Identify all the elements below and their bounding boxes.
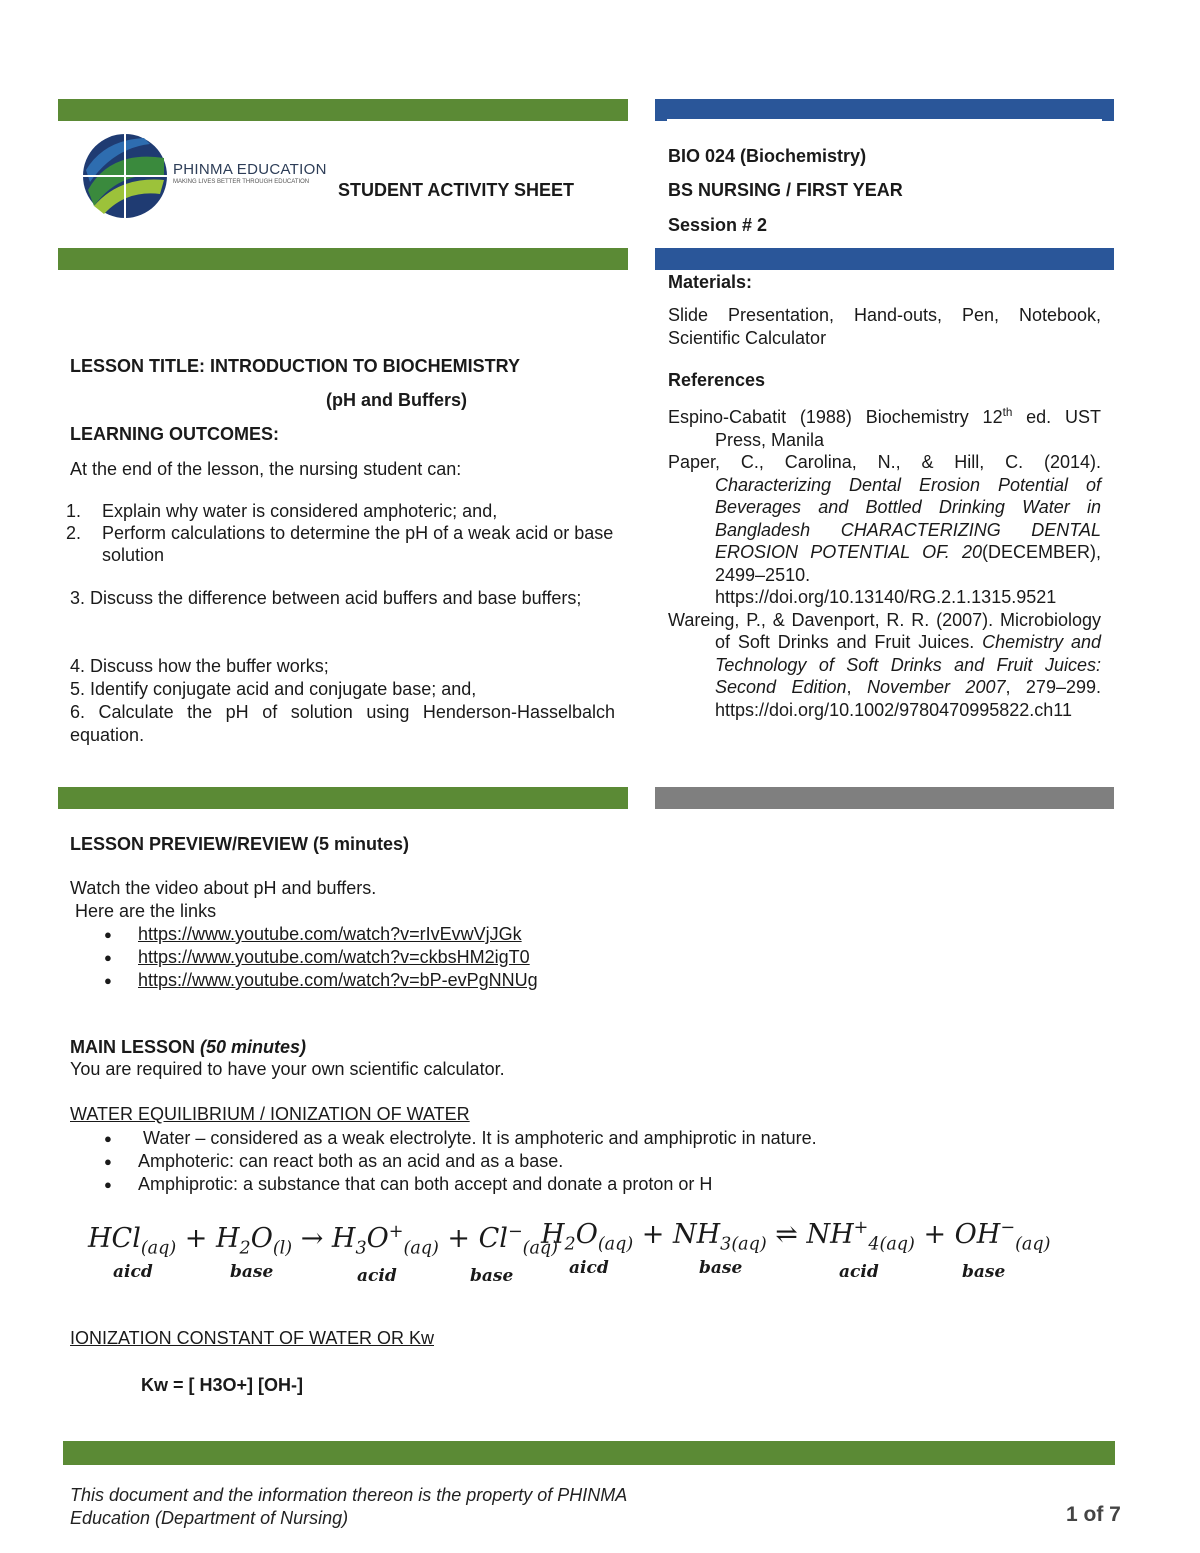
- water-bullet-1-text: Water – considered as a weak electrolyte. It is amphoteric and amphiprotic in nature.: [138, 1128, 817, 1148]
- section-bar-right: [655, 248, 1114, 270]
- lesson-title: LESSON TITLE: INTRODUCTION TO BIOCHEMISTRY: [70, 356, 520, 376]
- reference-3-date: November 2007: [866, 677, 1006, 697]
- equation-water-ammonia: $H_2O_{(aq)} + NH_{3(aq)}$ ⇌ $NH^+_{4(aq)} + OH^-_{(aq)}$: [541, 1218, 1051, 1255]
- water-bullets: [66, 1127, 1066, 1196]
- main-lesson-heading: [70, 1037, 306, 1058]
- materials-heading: Materials:: [668, 272, 753, 292]
- eq-label-7: acid: [839, 1262, 879, 1282]
- video-link-3[interactable]: https://www.youtube.com/watch?v=bP-evPgNNUg: [138, 970, 538, 990]
- logo-emblem-icon: [80, 130, 170, 222]
- lesson-subtitle: (pH and Buffers): [326, 390, 467, 410]
- header-bar-right-inner: [667, 119, 1102, 122]
- outcome-1-text: Explain why water is considered amphoteric; and,: [102, 501, 498, 521]
- video-link-2[interactable]: https://www.youtube.com/watch?v=ckbsHM2igT0: [138, 947, 530, 967]
- eq-label-2: base: [230, 1262, 274, 1282]
- references-heading: References: [668, 370, 766, 390]
- header-bar-left: [58, 99, 628, 121]
- divider-bar-left: [58, 787, 628, 809]
- right-column: [668, 271, 1101, 721]
- reference-3-author: Wareing, P., & Davenport, R. R. (2007). Microbiology of Soft Drinks and Fruit Juices.: [668, 609, 1101, 652]
- eq-label-4: base: [470, 1266, 514, 1286]
- page-number: 1 of 7: [1066, 1503, 1121, 1526]
- reference-3: [668, 609, 1101, 722]
- water-bullet-2: [66, 1150, 1066, 1173]
- video-link-1[interactable]: https://www.youtube.com/watch?v=rIvEvwVjJGk: [138, 924, 522, 944]
- water-bullet-2-text: Amphoteric: can react both as an acid and as a base.: [138, 1151, 564, 1171]
- eq-label-1: aicd: [113, 1262, 153, 1282]
- water-equilibrium-heading: WATER EQUILIBRIUM / IONIZATION OF WATER: [70, 1104, 470, 1124]
- kw-formula-text: Kw = [ H3O+] [OH-]: [141, 1375, 304, 1395]
- eq-label-8: base: [962, 1262, 1006, 1282]
- outcome-2-text: Perform calculations to determine the pH of a weak acid or base solution: [102, 523, 614, 565]
- preview-line-2: Here are the links: [70, 901, 217, 921]
- video-link-item: [66, 946, 666, 969]
- main-lesson-title: MAIN LESSON: [70, 1037, 201, 1057]
- footer-bar: [63, 1441, 1115, 1465]
- reference-1-author: Espino-Cabatit (1988) Biochemistry 12: [668, 407, 1003, 427]
- outcome-item-2: 2. Perform calculations to determine the pH of a weak acid or base solution: [66, 523, 614, 565]
- header-bar-right: [655, 99, 1114, 121]
- water-bullet-1: [66, 1127, 1066, 1150]
- phinma-logo: [80, 130, 327, 222]
- section-bar-left: [58, 248, 628, 270]
- video-links: [66, 923, 666, 992]
- kw-heading: IONIZATION CONSTANT OF WATER OR Kw: [70, 1328, 434, 1348]
- water-bullet-3: [66, 1173, 1066, 1196]
- logo-text: PHINMA EDUCATION: [173, 161, 327, 178]
- video-link-item: [66, 923, 666, 946]
- reference-1-sup: th: [1002, 406, 1013, 419]
- eq-label-5: aicd: [569, 1258, 609, 1278]
- reference-2-author: Paper, C., Carolina, N., & Hill, C. (2014).: [668, 452, 1101, 472]
- main-lesson-time: (50 minutes): [200, 1037, 307, 1057]
- eq-label-3: acid: [357, 1266, 397, 1286]
- outcomes-intro: At the end of the lesson, the nursing student can:: [70, 459, 462, 479]
- outcome-item-1: 1. Explain why water is considered amphoteric; and,: [66, 501, 498, 521]
- reference-1-rest: ed. UST Press, Manila: [715, 407, 1101, 450]
- equation-hcl-water: $HCl_{(aq)} + H_2O_{(l)} \to H_3O^+_{(aq)} + Cl^-_{(aq)}$: [88, 1222, 558, 1259]
- course-code: BIO 024 (Biochemistry): [668, 146, 867, 166]
- reference-1: [668, 402, 1101, 451]
- reference-3-rest: , 279–299. https://doi.org/10.1002/9780470995822.ch11: [715, 677, 1101, 720]
- water-bullet-3-text: Amphiprotic: a substance that can both accept and donate a proton or H: [138, 1174, 713, 1194]
- eq-label-6: base: [699, 1258, 743, 1278]
- program-year: BS NURSING / FIRST YEAR: [668, 180, 903, 200]
- reference-2-rest: (DECEMBER), 2499–2510. https://doi.org/10.13140/RG.2.1.1315.9521: [715, 542, 1101, 607]
- calculator-note: You are required to have your own scientific calculator.: [70, 1059, 505, 1079]
- outcome-6: 6. Calculate the pH of solution using Henderson-Hasselbalch equation.: [70, 702, 615, 745]
- learning-outcomes-heading: LEARNING OUTCOMES:: [70, 424, 279, 444]
- session-number: Session # 2: [668, 215, 768, 235]
- outcomes-list: [66, 500, 616, 566]
- divider-bar-right: [655, 787, 1114, 809]
- preview-heading: LESSON PREVIEW/REVIEW (5 minutes): [70, 834, 410, 854]
- reference-2-title: Characterizing Dental Erosion Potential of Beverages and Bottled Drinking Water in Bangladesh CHARACTERIZING DENTAL EROSION POTENTIAL OF. 20: [715, 474, 1101, 562]
- outcome-3: 3. Discuss the difference between acid buffers and base buffers;: [70, 588, 582, 608]
- outcome-5: 5. Identify conjugate acid and conjugate base; and,: [70, 679, 477, 699]
- outcome-4: 4. Discuss how the buffer works;: [70, 656, 329, 676]
- reference-3-mid: ,: [846, 677, 867, 697]
- preview-line-1: Watch the video about pH and buffers.: [70, 878, 377, 898]
- sheet-title: STUDENT ACTIVITY SHEET: [338, 180, 575, 200]
- logo-tagline: MAKING LIVES BETTER THROUGH EDUCATION: [173, 179, 310, 185]
- materials-text: Slide Presentation, Hand-outs, Pen, Notebook, Scientific Calculator: [668, 305, 1101, 348]
- reference-3-title: Chemistry and Technology of Soft Drinks and Fruit Juices: Second Edition: [715, 632, 1102, 697]
- footer-disclaimer: This document and the information thereon is the property of PHINMA Education (Department of Nursing): [70, 1485, 627, 1528]
- video-link-item: [66, 969, 666, 992]
- reference-2: [668, 451, 1101, 609]
- kw-formula: [141, 1375, 303, 1396]
